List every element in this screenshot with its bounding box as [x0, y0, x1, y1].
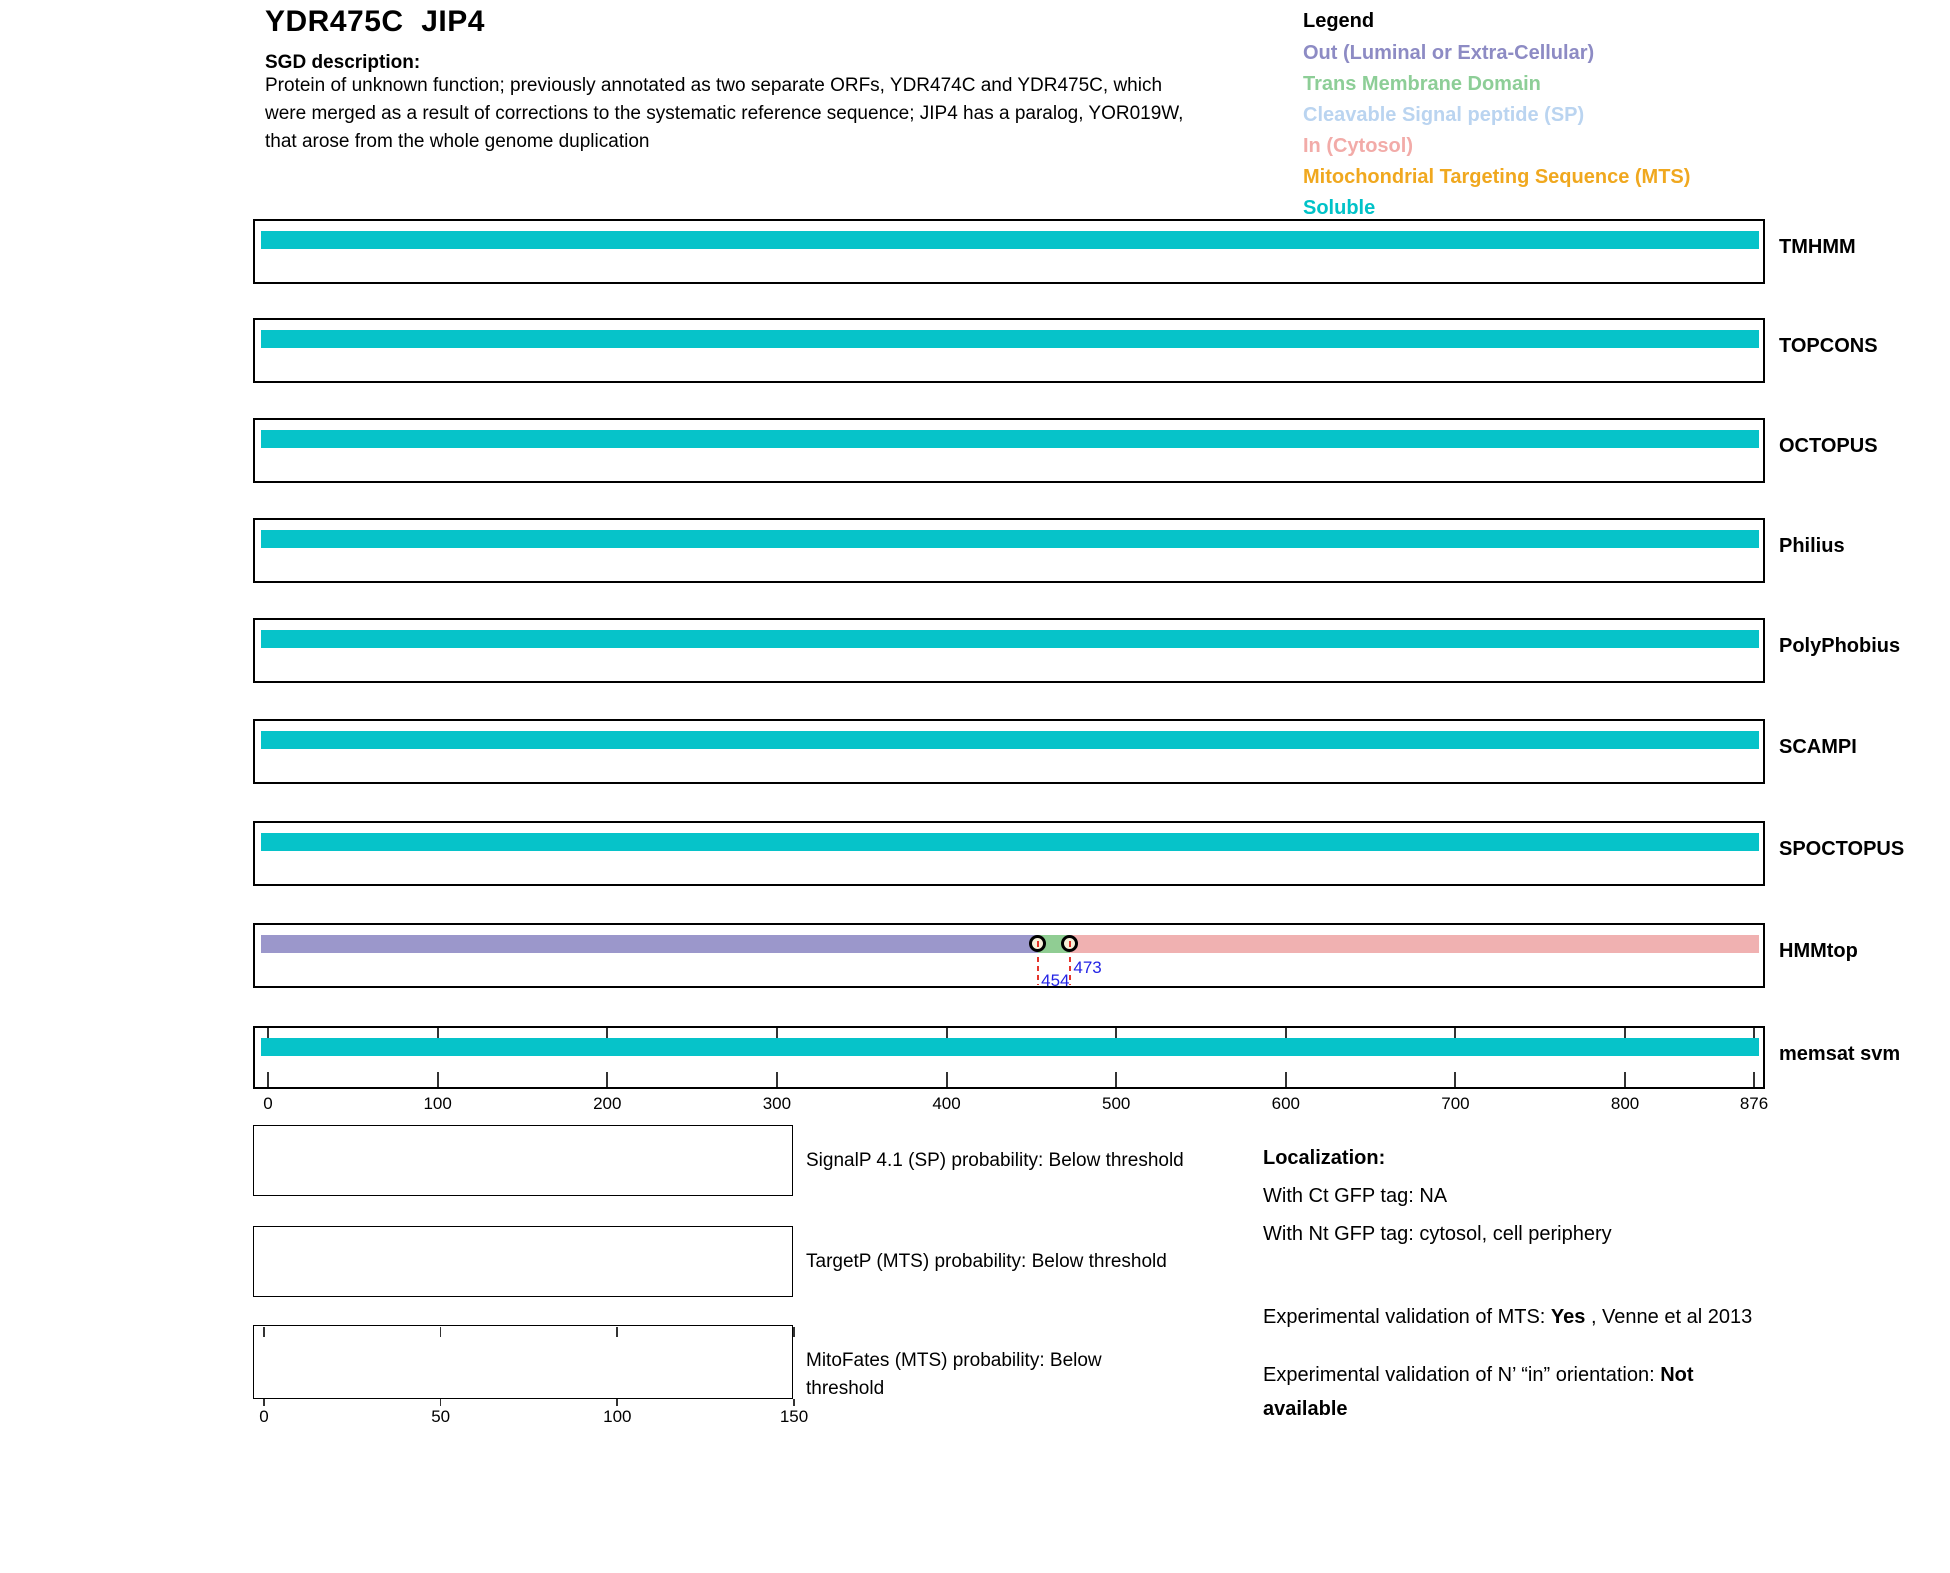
- probability-axis-tick: [440, 1399, 442, 1406]
- probability-axis-tick: [616, 1399, 618, 1406]
- track-bar-segment: [261, 231, 1759, 249]
- legend-item: Mitochondrial Targeting Sequence (MTS): [1303, 166, 1691, 188]
- localization-line: With Nt GFP tag: cytosol, cell periphery: [1263, 1223, 1612, 1245]
- marker-position-label: 454: [1041, 971, 1070, 990]
- track-label: SCAMPI: [1779, 736, 1857, 758]
- marker-guide-line: [1037, 957, 1039, 985]
- probability-panel-label: MitoFates (MTS) probability: Below threshold: [806, 1350, 1102, 1399]
- track-box: [253, 618, 1765, 683]
- track-label: TMHMM: [1779, 236, 1856, 258]
- track-label: TOPCONS: [1779, 335, 1878, 357]
- track-bar-segment: [261, 630, 1759, 648]
- axis-tick: [1285, 1072, 1287, 1087]
- track-box: [253, 923, 1765, 988]
- track-bar-segment: [261, 935, 1038, 953]
- axis-tick: [437, 1072, 439, 1087]
- axis-tick-label: 200: [593, 1094, 622, 1113]
- legend-item: Out (Luminal or Extra-Cellular): [1303, 42, 1595, 64]
- track-box: [253, 518, 1765, 583]
- marker-position-label: 473: [1073, 958, 1102, 977]
- legend: [1303, 38, 1690, 224]
- track-box: [253, 1026, 1765, 1089]
- probability-axis-tick: [616, 1327, 618, 1337]
- track-box: [253, 318, 1765, 383]
- sgd-description-text: [265, 72, 1183, 156]
- probability-axis-tick-label: 50: [431, 1407, 451, 1426]
- track-box: [253, 418, 1765, 483]
- probability-axis-tick: [440, 1327, 442, 1337]
- probability-panel-box: [253, 1325, 793, 1399]
- axis-tick: [606, 1072, 608, 1087]
- track-box: [253, 821, 1765, 886]
- probability-panel-box: [253, 1125, 793, 1196]
- track-box: [253, 219, 1765, 284]
- probability-axis-tick-label: 150: [779, 1407, 809, 1426]
- axis-tick-label: 800: [1610, 1094, 1640, 1113]
- marker-center-dash: [1037, 941, 1039, 947]
- track-label: OCTOPUS: [1779, 435, 1878, 457]
- track-label: HMMtop: [1779, 940, 1858, 962]
- probability-axis-tick-label: 0: [259, 1407, 269, 1426]
- axis-tick-label: 500: [1101, 1094, 1131, 1113]
- legend-item: Trans Membrane Domain: [1303, 73, 1541, 95]
- validation-text: , Venne et al 2013: [1585, 1306, 1753, 1328]
- track-label: PolyPhobius: [1779, 635, 1901, 657]
- axis-tick-label: 0: [263, 1094, 273, 1113]
- probability-panel-label: SignalP 4.1 (SP) probability: Below threshold: [806, 1149, 1184, 1171]
- validation-text: Yes: [1550, 1306, 1586, 1328]
- localization-line: With Ct GFP tag: NA: [1263, 1185, 1448, 1207]
- track-label: memsat svm: [1779, 1043, 1901, 1065]
- axis-tick: [1753, 1072, 1755, 1087]
- sgd-description-label: SGD description:: [265, 52, 421, 73]
- sgd-description-line: were merged as a result of corrections to the systematic reference sequence; JIP4 has a paralog, YOR019W,: [265, 103, 1184, 124]
- axis-tick: [1624, 1072, 1626, 1087]
- track-bar-segment: [261, 430, 1759, 448]
- axis-tick: [1115, 1072, 1117, 1087]
- track-bar-segment: [261, 833, 1759, 851]
- axis-tick: [267, 1072, 269, 1087]
- validation-line: [1263, 1358, 1775, 1426]
- marker-guide-line: [1069, 957, 1071, 985]
- axis-tick: [776, 1072, 778, 1087]
- axis-tick-label: 400: [932, 1094, 961, 1113]
- sgd-description-line: that arose from the whole genome duplication: [265, 131, 650, 152]
- page-title: YDR475C JIP4: [265, 5, 485, 38]
- validation-line: [1263, 1305, 1752, 1329]
- track-bar-segment: [261, 731, 1759, 749]
- legend-item: Soluble: [1303, 197, 1376, 219]
- marker-center-dash: [1069, 941, 1071, 947]
- sgd-description-line: Protein of unknown function; previously annotated as two separate ORFs, YDR474C and YDR475C, which: [265, 75, 1163, 96]
- track-label: Philius: [1779, 535, 1845, 557]
- legend-title: Legend: [1303, 10, 1375, 32]
- probability-panel-label: TargetP (MTS) probability: Below threshold: [806, 1250, 1167, 1272]
- track-bar-segment: [1070, 935, 1759, 953]
- track-bar-segment: [261, 530, 1759, 548]
- legend-item: In (Cytosol): [1303, 135, 1413, 157]
- track-bar-segment: [261, 330, 1759, 348]
- probability-axis-tick: [793, 1327, 795, 1337]
- axis-tick-label: 700: [1441, 1094, 1470, 1113]
- axis-tick: [1454, 1072, 1456, 1087]
- axis-tick: [946, 1072, 948, 1087]
- probability-axis-tick: [263, 1327, 265, 1337]
- axis-tick-label: 300: [762, 1094, 792, 1113]
- validation-text: Experimental validation of N’ “in” orientation:: [1263, 1364, 1661, 1386]
- validation-text: Not available: [1263, 1364, 1694, 1420]
- track-bar-segment: [261, 1038, 1759, 1056]
- axis-tick-label: 600: [1271, 1094, 1300, 1113]
- track-box: [253, 719, 1765, 784]
- legend-item: Cleavable Signal peptide (SP): [1303, 104, 1585, 126]
- validation-text: Experimental validation of MTS:: [1263, 1306, 1551, 1328]
- axis-tick-label: 876: [1739, 1094, 1769, 1113]
- localization-title: Localization:: [1263, 1147, 1386, 1169]
- track-label: SPOCTOPUS: [1779, 838, 1905, 860]
- axis-tick-label: 100: [423, 1094, 452, 1113]
- probability-axis-tick: [793, 1399, 795, 1406]
- probability-axis-tick: [263, 1399, 265, 1406]
- probability-panel-box: [253, 1226, 793, 1297]
- probability-axis-tick-label: 100: [603, 1407, 632, 1426]
